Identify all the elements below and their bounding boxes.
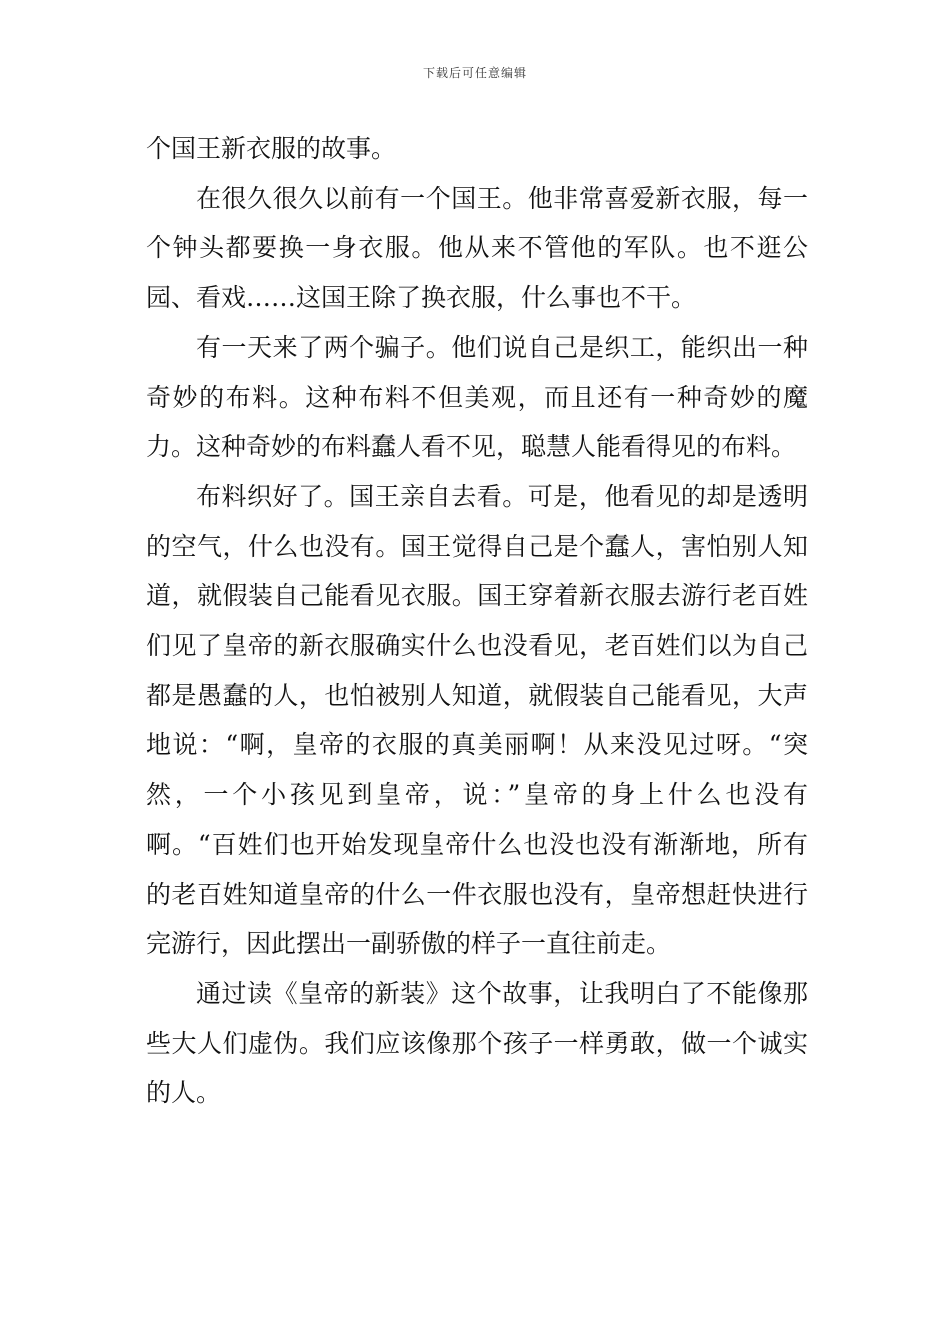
paragraph: 在很久很久以前有一个国王。他非常喜爱新衣服，每一个钟头都要换一身衣服。他从来不管他的军队。也不逛公园、看戏……这国王除了换衣服，什么事也不干。 (146, 183, 808, 313)
paragraph: 有一天来了两个骗子。他们说自己是织工，能织出一种奇妙的布料。这种布料不但美观，而且还有一种奇妙的魔力。这种奇妙的布料蠢人看不见，聪慧人能看得见的布料。 (146, 332, 808, 462)
paragraph-continuation: 个国王新衣服的故事。 (146, 134, 397, 163)
paragraph: 布料织好了。国王亲自去看。可是，他看见的却是透明的空气，什么也没有。国王觉得自己是个蠢人，害怕别人知道，就假装自己能看见衣服。国王穿着新衣服去游行老百姓们见了皇帝的新衣服确实什么也没看见，老百姓们以为自己都是愚蠢的人，也怕被别人知道，就假装自己能看见，大声地说：“啊，皇帝的衣服的真美丽啊！从来没见过呀。“突然，一个小孩见到皇帝，说：”皇帝的身上什么也没有啊。“百姓们也开始发现皇帝什么也没也没有渐渐地，所有的老百姓知道皇帝的什么一件衣服也没有，皇帝想赶快进行完游行，因此摆出一副骄傲的样子一直往前走。 (146, 481, 808, 959)
document-body (146, 124, 808, 1118)
page-header: 下载后可任意编辑 (422, 66, 527, 80)
paragraph: 通过读《皇帝的新装》这个故事，让我明白了不能像那些大人们虚伪。我们应该像那个孩子一样勇敢，做一个诚实的人。 (146, 978, 808, 1108)
